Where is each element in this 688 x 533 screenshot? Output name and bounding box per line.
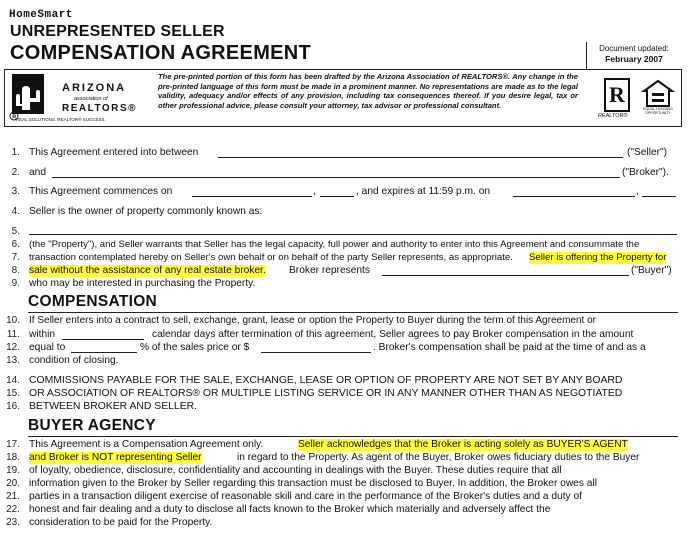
realtor-r-icon: R — [604, 78, 630, 112]
line-number: 10. — [6, 315, 20, 326]
line17-text: This Agreement is a Compensation Agreement only. — [29, 439, 264, 450]
line16-text: BETWEEN BROKER AND SELLER. — [29, 401, 198, 412]
line-number: 1. — [11, 147, 20, 158]
line6-text: (the "Property"), and Seller warrants that Seller has the legal capacity, full power and authority to enter into this Agreement and consummate the — [29, 239, 640, 250]
line-number: 17. — [6, 439, 20, 450]
line17-highlight: Seller acknowledges that the Broker is acting solely as BUYER'S AGENT — [298, 439, 628, 450]
line-number: 16. — [6, 401, 20, 412]
line1-text: This Agreement entered into between — [29, 147, 199, 158]
flat-fee-field[interactable] — [261, 342, 371, 353]
line7-text: transaction contemplated hereby on Seller's own behalf or on behalf of the party Seller represents, as appropriate. — [29, 252, 513, 263]
document-updated-date: February 2007 — [605, 54, 663, 64]
line-number: 4. — [11, 206, 20, 217]
line8-end: ("Buyer") — [631, 265, 672, 276]
broker-name-field[interactable] — [52, 167, 620, 178]
line18-highlight: and Broker is NOT representing Seller — [29, 452, 202, 463]
commence-year-field[interactable] — [320, 186, 354, 197]
line-number: 23. — [6, 517, 20, 528]
buyer-agency-heading: BUYER AGENCY — [28, 417, 156, 434]
line-number: 7. — [11, 252, 20, 263]
line19-text: of loyalty, obedience, disclosure, confidentiality and accounting in dealings with the Buyer. These duties require that all — [29, 465, 562, 476]
brand-name: HomeSmart — [9, 9, 73, 21]
line-number: 14. — [6, 375, 20, 386]
line4-text: Seller is the owner of property commonly known as: — [29, 206, 263, 217]
section-divider — [28, 436, 678, 437]
line20-text: information given to the Broker by Seller regarding this transaction must be disclosed to Buyer. In addition, the Broker owes all — [29, 478, 597, 489]
line11-text: within — [29, 329, 56, 340]
form-disclaimer: The pre-printed portion of this form has been drafted by the Arizona Association of REALTORS®. Any change in the pre-printed language of this form must be made in a prominent manner. No representations are made as to the legal validity, adequacy and/or effects of any provision, including tax consequences thereof. If you desire legal, tax or other professional advice, please consult your attorney, tax advisor or professional consultant. — [158, 72, 578, 110]
line12-mid: % of the sales price or $ — [140, 342, 250, 353]
line8-highlight: sale without the assistance of any real estate broker. — [29, 265, 266, 276]
line-number: 21. — [6, 491, 20, 502]
line3-mid: , and expires at 11:59 p.m. on — [356, 186, 491, 197]
line1-end: ("Seller") — [627, 147, 668, 158]
line-number: 3. — [11, 186, 20, 197]
line8-text: Broker represents — [289, 265, 370, 276]
line14-text: COMMISSIONS PAYABLE FOR THE SALE, EXCHANGE, LEASE OR OPTION OF PROPERTY ARE NOT SET BY ANY BOARD — [29, 375, 623, 386]
line-number: 22. — [6, 504, 20, 515]
equal-housing-opportunity-icon — [641, 78, 675, 116]
line2-end: ("Broker"). — [622, 167, 669, 178]
section-divider — [28, 312, 678, 313]
line23-text: consideration to be paid for the Property. — [29, 517, 213, 528]
property-address-field[interactable] — [29, 224, 677, 235]
line-number: 6. — [11, 239, 20, 250]
expire-year-field[interactable] — [642, 186, 676, 197]
line-number: 8. — [11, 265, 20, 276]
svg-text:R: R — [12, 114, 17, 121]
arizona-realtors-logo — [8, 72, 143, 124]
line-number: 11. — [6, 329, 20, 340]
line3-text: This Agreement commences on — [29, 186, 173, 197]
line-number: 18. — [6, 452, 20, 463]
line21-text: parties in a transaction diligent exercise of reasonable skill and care in the performance of the Broker's duties and a duty of — [29, 491, 582, 502]
line2-text: and — [29, 167, 46, 178]
expire-date-field[interactable] — [513, 186, 635, 197]
line-number: 12. — [6, 342, 20, 353]
logo-realtors: REALTORS® — [62, 103, 137, 114]
realtor-label: REALTOR® — [598, 113, 628, 119]
form-title-line2: COMPENSATION AGREEMENT — [10, 42, 312, 64]
line11-mid: calendar days after termination of this agreement, Seller agrees to pay Broker compensation in the amount — [152, 329, 634, 340]
line-number: 9. — [11, 278, 20, 289]
line-number: 20. — [6, 478, 20, 489]
document-updated-box — [586, 42, 681, 70]
line18-text: in regard to the Property. As agent of the Buyer, Broker owes fiduciary duties to the Buyer — [237, 452, 640, 463]
percent-field[interactable] — [71, 342, 137, 353]
buyer-name-field[interactable] — [382, 265, 629, 276]
eho-label: EQUAL HOUSING OPPORTUNITY — [643, 107, 673, 115]
line-number: 19. — [6, 465, 20, 476]
calendar-days-field[interactable] — [62, 329, 144, 340]
line-number: 5. — [11, 226, 20, 237]
line9-text: who may be interested in purchasing the Property. — [29, 278, 256, 289]
line12-end: . Broker's compensation shall be paid at the time of and as a — [373, 342, 646, 353]
seller-name-field[interactable] — [218, 147, 623, 158]
line-number: 15. — [6, 388, 20, 399]
line-number: 13. — [6, 355, 20, 366]
line12-text: equal to — [29, 342, 66, 353]
logo-state: ARIZONA — [62, 82, 127, 94]
logo-tagline: REAL SOLUTIONS. REALTOR® SUCCESS. — [16, 117, 106, 122]
document-updated-label: Document updated: — [599, 44, 669, 53]
commence-date-field[interactable] — [192, 186, 312, 197]
form-title-line1: UNREPRESENTED SELLER — [10, 23, 225, 40]
line10-text: If Seller enters into a contract to sell, exchange, grant, lease or option the Property to Buyer during the term of this Agreement or — [29, 315, 596, 326]
logo-assoc: association of — [74, 96, 108, 102]
line-number: 2. — [11, 167, 20, 178]
compensation-heading: COMPENSATION — [28, 293, 158, 310]
line13-text: condition of closing. — [29, 355, 119, 366]
line7-highlight: Seller is offering the Property for — [529, 252, 667, 263]
line22-text: honest and fair dealing and a duty to disclose all facts known to the Broker which materially and adversely affect the — [29, 504, 551, 515]
line15-text: OR ASSOCIATION OF REALTORS® OR MULTIPLE LISTING SERVICE OR IN ANY MANNER OTHER THAN AS NEGOTIATED — [29, 388, 623, 399]
